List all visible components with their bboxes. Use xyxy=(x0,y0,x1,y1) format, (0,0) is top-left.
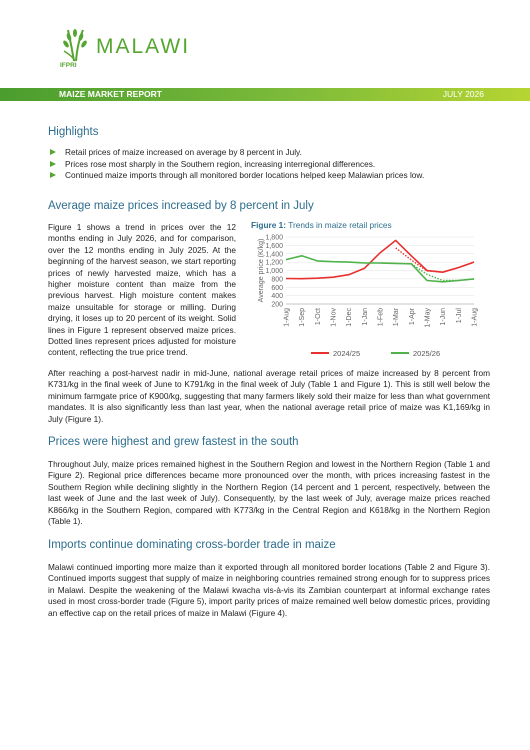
list-item: Retail prices of maize increased on average by 8 percent in July. xyxy=(48,147,488,159)
x-tick-label: 1-May xyxy=(424,308,432,328)
section3-heading: Imports continue dominating cross-border trade in maize xyxy=(48,539,336,551)
list-item: Prices rose most sharply in the Southern region, increasing interregional differences. xyxy=(48,159,488,171)
section1-full-text: After reaching a post-harvest nadir in mid-June, national average retail prices of maize increased by 8 percent from K731/kg in the final week of June to K791/kg in the final week of July (Table 1 and Figure 1). This is still well below the minimum farmgate price of K900/kg, suggesting that many farmers likely sold their maize for less than what government mandates. It is also significantly less than last year, when the national average retail price of maize was K1,169/kg in July (Figure 1). xyxy=(48,368,490,424)
section3-text: Malawi continued importing more maize than it exported through all monitored border locations (Table 2 and Figure 3). Continued imports suggest that supply of maize in neighboring countries remained strong enough for to suppress prices in Malawi. Despite the weakening of the Malawi kwacha vis-à-vis its Zambian counterpart at informal exchange rates used in most cross-border trade (Figure 5), import parity prices of maize remained well below domestic prices, providing an effective cap on the retail prices of maize in Malawi (Figure 4). xyxy=(48,562,490,618)
legend-label: 2025/26 xyxy=(413,349,441,358)
x-tick-label: 1-Aug xyxy=(283,308,291,327)
bullet-arrow-icon xyxy=(50,172,56,178)
x-tick-label: 1-Jun xyxy=(440,308,448,326)
list-item: Continued maize imports through all monitored border locations helped keep Malawian prices low. xyxy=(48,170,488,182)
y-tick-label: 600 xyxy=(271,284,283,292)
x-tick-label: 1-Oct xyxy=(314,308,322,326)
bullet-arrow-icon xyxy=(50,161,56,167)
y-tick-label: 1,800 xyxy=(265,234,283,242)
x-tick-label: 1-Aug xyxy=(471,308,479,327)
highlights-heading: Highlights xyxy=(48,126,99,138)
y-tick-label: 800 xyxy=(271,276,283,284)
x-tick-label: 1-Jul xyxy=(455,308,463,324)
price-trend-chart xyxy=(251,232,491,362)
report-banner xyxy=(0,88,530,101)
logo xyxy=(60,27,200,73)
section2-text: Throughout July, maize prices remained highest in the Southern Region and lowest in the Northern Region (Table 1 and Figure 2). Regional price differences became more pronounced over the month, with prices increasing fastest in the Southern Region while declining slightly in the Northern Region (14 percent and 1 percent, respectively, between the last week of June and the last week of July). Consequently, by the last week of July, average maize prices reached K866/kg in the Southern Region, compared with K773/kg in the Central Region and K618/kg in the Northern Region (Table 1). xyxy=(48,459,490,527)
y-tick-label: 1,600 xyxy=(265,242,283,250)
x-tick-label: 1-Apr xyxy=(408,308,416,326)
x-tick-label: 1-Sep xyxy=(299,308,307,327)
report-date: JULY 2026 xyxy=(442,89,484,99)
y-tick-label: 1,200 xyxy=(265,259,283,267)
section1-left-text: Figure 1 shows a trend in prices over the 12 months ending in July 2026, and for comparison, over the 12 months ending in July 2025. At the beginning of the harvest season, we start reporting prices of newly harvested maize, which has a higher moisture content than maize from the previous harvest. High moisture content makes maize unsuitable for storage or milling. During drying, it loses up to 20 percent of its weight. Solid lines in Figure 1 represent observed maize prices. Dotted lines represent prices adjusted for moisture content, reflecting the true price trend. xyxy=(48,222,236,358)
bullet-arrow-icon xyxy=(50,149,56,155)
y-tick-label: 200 xyxy=(271,301,283,309)
x-tick-label: 1-Dec xyxy=(346,308,354,327)
figure-caption xyxy=(251,220,392,230)
y-tick-label: 400 xyxy=(271,293,283,301)
x-tick-label: 1-Jan xyxy=(361,308,369,326)
logo-text: MALAWI xyxy=(96,35,191,58)
y-tick-label: 1,400 xyxy=(265,251,283,259)
section1-heading: Average maize prices increased by 8 percent in July xyxy=(48,200,314,212)
figure-title: Trends in maize retail prices xyxy=(288,220,392,230)
legend-label: 2024/25 xyxy=(333,349,361,358)
x-tick-label: 1-Feb xyxy=(377,308,385,327)
y-axis-label: Average price (K/kg) xyxy=(258,238,265,303)
wheat-logo-icon xyxy=(60,27,90,63)
figure-label: Figure 1: xyxy=(251,220,287,230)
org-label: IFPRI xyxy=(60,62,77,69)
highlights-list xyxy=(48,147,488,182)
section2-heading: Prices were highest and grew fastest in the south xyxy=(48,436,299,448)
x-tick-label: 1-Nov xyxy=(330,308,338,327)
figure-1 xyxy=(251,220,491,360)
x-tick-label: 1-Mar xyxy=(393,308,401,327)
y-tick-label: 1,000 xyxy=(265,268,283,275)
report-title: MAIZE MARKET REPORT xyxy=(59,89,162,99)
